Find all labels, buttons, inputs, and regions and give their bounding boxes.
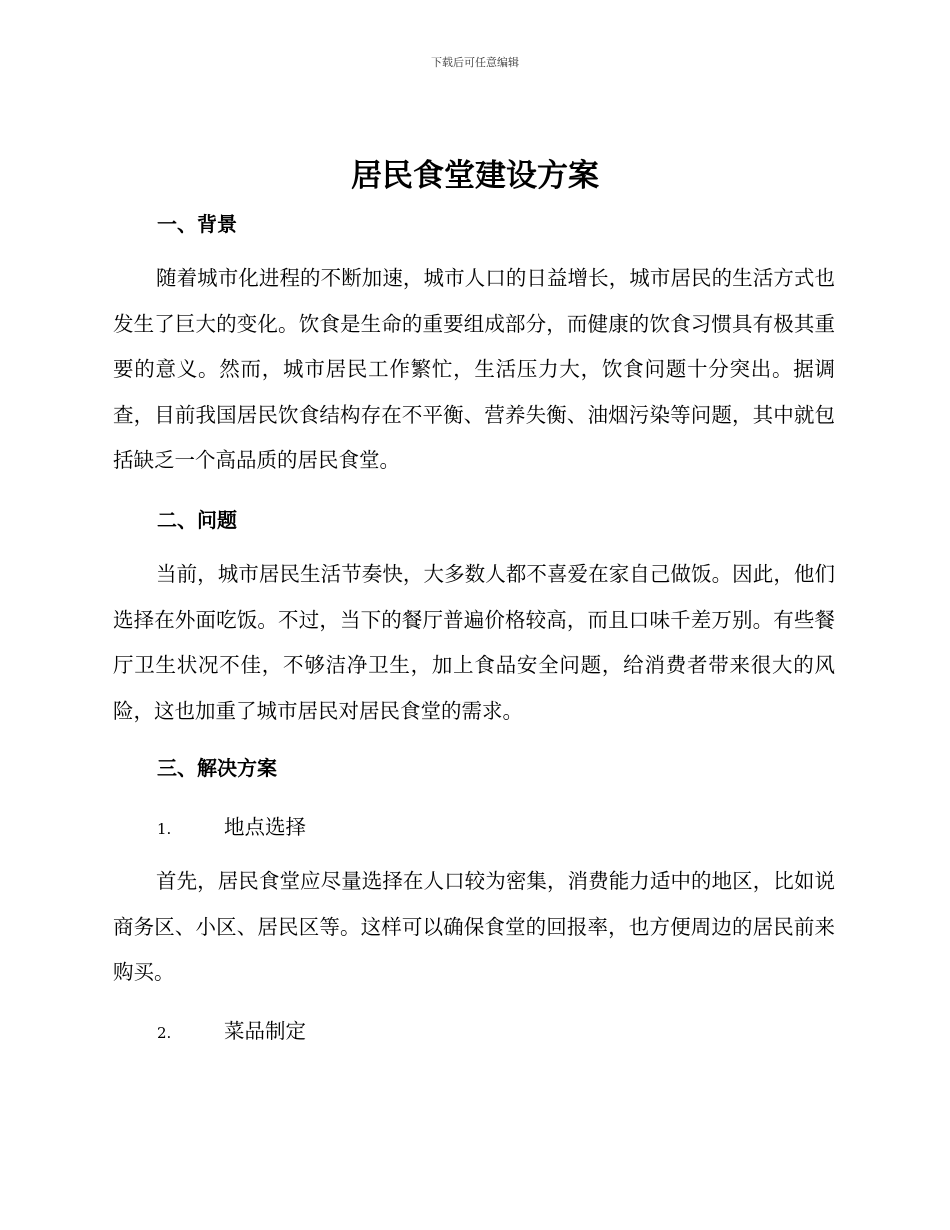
list-item-paragraph-location: 首先，居民食堂应尽量选择在人口较为密集，消费能力适中的地区，比如说商务区、小区、居民区等。这样可以确保食堂的回报率，也方便周边的居民前来购买。 xyxy=(113,869,835,985)
section-heading-background: 一、背景 xyxy=(157,212,237,236)
section-heading-problem: 二、问题 xyxy=(157,508,237,532)
list-item-number: 1. xyxy=(157,820,172,838)
list-item-label: 菜品制定 xyxy=(224,1019,306,1043)
list-item-label: 地点选择 xyxy=(224,815,306,839)
header-note: 下载后可任意编辑 xyxy=(431,56,519,69)
section-heading-solution: 三、解决方案 xyxy=(157,756,277,780)
document-title: 居民食堂建设方案 xyxy=(351,158,599,194)
list-item-location xyxy=(157,810,306,840)
list-item-menu xyxy=(157,1014,306,1044)
list-item-number: 2. xyxy=(157,1024,172,1042)
section-paragraph-problem: 当前，城市居民生活节奏快，大多数人都不喜爱在家自己做饭。因此，他们选择在外面吃饭。不过，当下的餐厅普遍价格较高，而且口味千差万别。有些餐厅卫生状况不佳，不够洁净卫生，加上食品安全问题，给消费者带来很大的风险，这也加重了城市居民对居民食堂的需求。 xyxy=(113,562,835,723)
section-paragraph-background: 随着城市化进程的不断加速，城市人口的日益增长，城市居民的生活方式也发生了巨大的变化。饮食是生命的重要组成部分，而健康的饮食习惯具有极其重要的意义。然而，城市居民工作繁忙，生活压力大，饮食问题十分突出。据调查，目前我国居民饮食结构存在不平衡、营养失衡、油烟污染等问题，其中就包括缺乏一个高品质的居民食堂。 xyxy=(113,266,835,473)
